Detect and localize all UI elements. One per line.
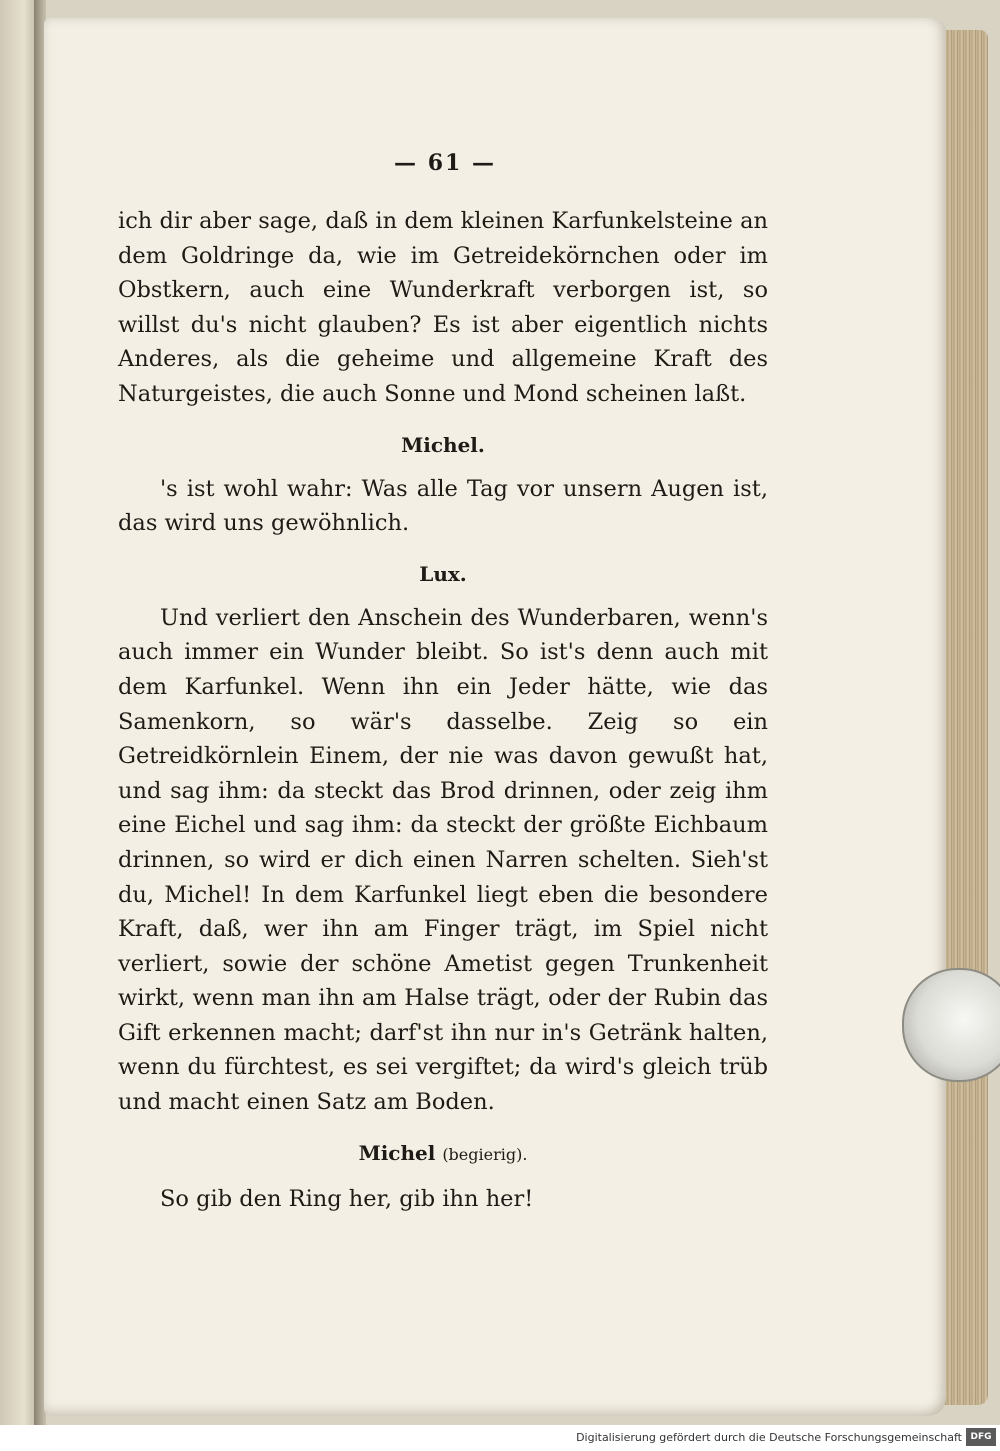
page-holder-clip <box>902 968 1000 1082</box>
speaker-name: Michel <box>358 1140 436 1165</box>
paragraph: ich dir aber sage, daß in dem kleinen Karfunkelsteine an dem Goldringe da, wie im Getreidekörnchen oder im Obstkern, auch eine Wunderkraft verborgen ist, so willst du's nicht glauben? Es ist aber eigentlich nichts Anderes, als die geheime und allgemeine Kraft des Naturgeistes, die auch Sonne und Mond scheinen laßt. <box>118 208 768 407</box>
paragraph: So gib den Ring her, gib ihn her! <box>160 1185 534 1212</box>
paragraph: 's ist wohl wahr: Was alle Tag vor unsern Augen ist, das wird uns gewöhnlich. <box>118 475 768 537</box>
speaker-heading <box>118 557 768 591</box>
page-number: — 61 — <box>394 150 496 176</box>
page-stack-edges <box>940 30 988 1405</box>
speaker-heading <box>118 428 768 462</box>
footer-bar <box>0 1425 1000 1451</box>
speaker-name: Michel. <box>401 432 485 457</box>
paragraph: Und verliert den Anschein des Wunderbaren, wenn's auch immer ein Wunder bleibt. So ist's denn auch mit dem Karfunkel. Wenn ihn ein Jeder hätte, wie das Samenkorn, so wär's dasselbe. Zeig so ein Getreidkörnlein Einem, der nie was davon gewußt hat, und sag ihm: da steckt das Brod drinnen, oder zeig ihm eine Eichel und sag ihm: da steckt der größte Eichbaum drinnen, so wird er dich einen Narren schelten. Sieh'st du, Michel! In dem Karfunkel liegt eben die besondere Kraft, daß, wer ihn am Finger trägt, im Spiel nicht verliert, sowie der schöne Ametist gegen Trunkenheit wirkt, wenn man ihn am Halse trägt, oder der Rubin das Gift erkennen macht; darf'st ihn nur in's Getränk halten, wenn du fürchtest, es sei vergiftet; da wird's gleich trüb und macht einen Satz am Boden. <box>118 604 768 1116</box>
speaker-name: Lux. <box>419 561 467 586</box>
page-body <box>118 204 768 1216</box>
page-text <box>118 150 768 1216</box>
dfg-logo: DFG <box>966 1428 996 1446</box>
stage-direction: (begierig). <box>442 1144 528 1164</box>
funding-notice: Digitalisierung gefördert durch die Deutsche Forschungsgemeinschaft <box>576 1431 962 1444</box>
speaker-heading <box>118 1136 768 1172</box>
